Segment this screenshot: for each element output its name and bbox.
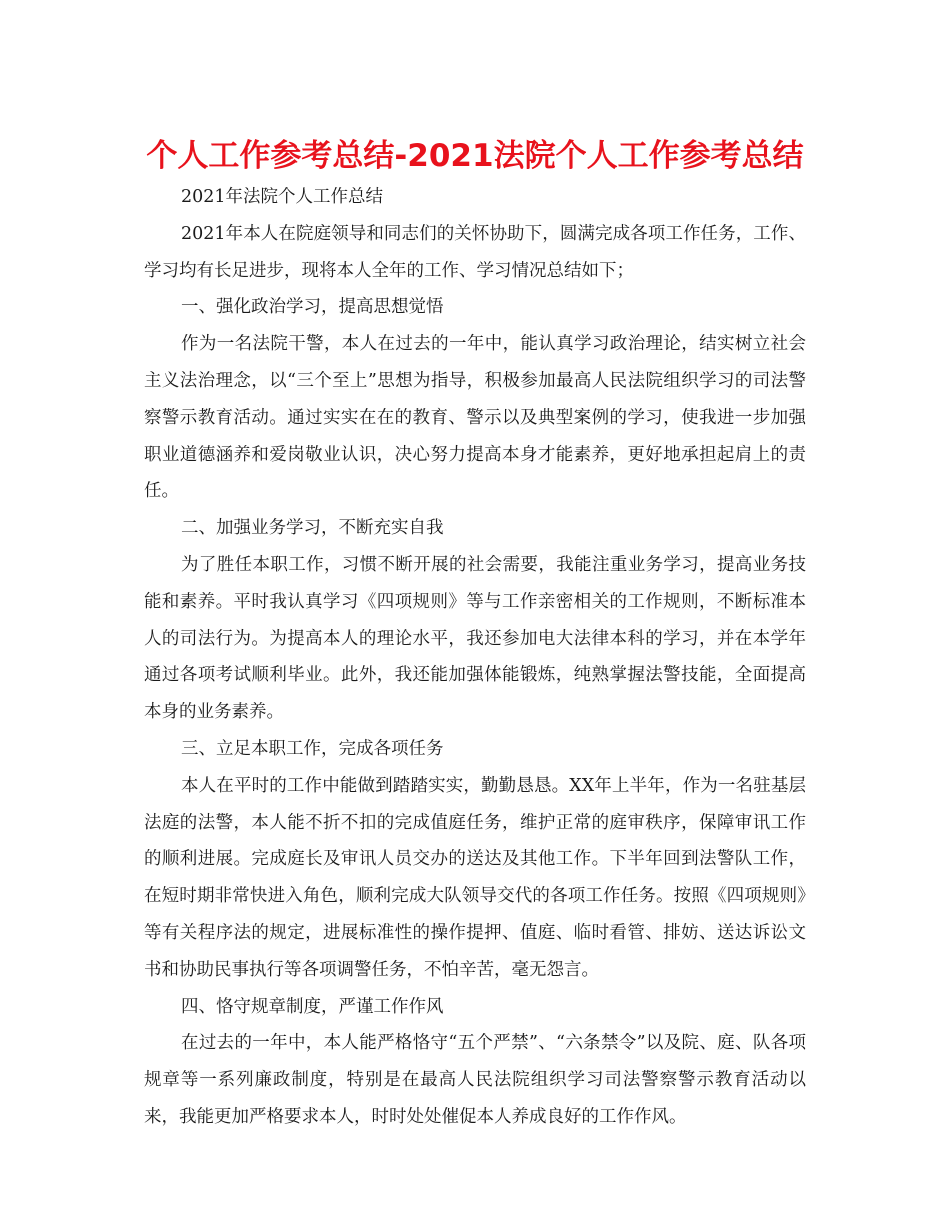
document-title: 个人工作参考总结-2021法院个人工作参考总结 — [146, 138, 804, 174]
subtitle-paragraph: 2021年法院个人工作总结 — [181, 187, 384, 207]
section-heading-4: 四、恪守规章制度，严谨工作作风 — [181, 996, 444, 1017]
intro-paragraph: 2021年本人在院庭领导和同志们的关怀协助下，圆满完成各项工作任务，工作、学习均有长足进步，现将本人全年的工作、学习情况总结如下； — [144, 223, 806, 281]
section-body-2: 为了胜任本职工作，习惯不断开展的社会需要，我能注重业务学习，提高业务技能和素养。平时我认真学习《四项规则》等与工作亲密相关的工作规则，不断标准本人的司法行为。为提高本人的理论水平，我还参加电大法律本科的学习，并在本学年通过各项考试顺利毕业。此外，我还能加强体能锻炼，纯熟掌握法警技能，全面提高本身的业务素养。 — [144, 554, 806, 723]
section-heading-3: 三、立足本职工作，完成各项任务 — [181, 738, 444, 759]
section-body-1: 作为一名法院干警，本人在过去的一年中，能认真学习政治理论，结实树立社会主义法治理念，以“三个至上”思想为指导，积极参加最高人民法院组织学习的司法警察警示教育活动。通过实实在在的教育、警示以及典型案例的学习，使我进一步加强职业道德涵养和爱岗敬业认识，决心努力提高本身才能素养，更好地承担起肩上的责任。 — [144, 334, 806, 502]
section-body-3: 本人在平时的工作中能做到踏踏实实，勤勤恳恳。XX年上半年，作为一名驻基层法庭的法警，本人能不折不扣的完成值庭任务，维护正常的庭审秩序，保障审讯工作的顺利进展。完成庭长及审讯人员交办的送达及其他工作。下半年回到法警队工作，在短时期非常快进入角色，顺利完成大队领导交代的各项工作任务。按照《四项规则》等有关程序法的规定，进展标准性的操作提押、值庭、临时看管、排妨、送达诉讼文书和协助民事执行等各项调警任务，不怕辛苦，毫无怨言。 — [144, 775, 806, 980]
section-heading-2: 二、加强业务学习，不断充实自我 — [181, 518, 444, 539]
section-heading-1: 一、强化政治学习，提高思想觉悟 — [181, 297, 444, 318]
document-body — [144, 179, 806, 1136]
section-body-4: 在过去的一年中，本人能严格恪守“五个严禁”、“六条禁令”以及院、庭、队各项规章等一系列廉政制度，特别是在最高人民法院组织学习司法警察警示教育活动以来，我能更加严格要求本人，时时处处催促本人养成良好的工作作风。 — [144, 1033, 806, 1127]
